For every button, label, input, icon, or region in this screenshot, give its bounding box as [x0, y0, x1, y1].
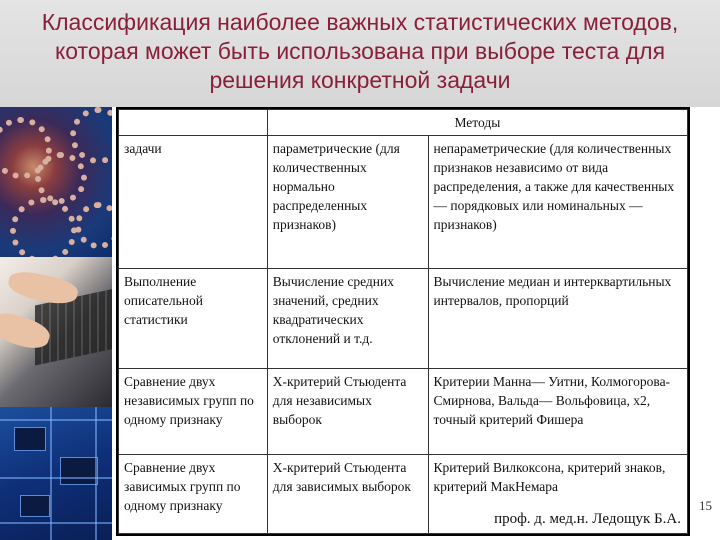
table-row-task: Выполнение описательной статистики	[119, 269, 268, 369]
decorative-image-strip	[0, 107, 112, 540]
title-line: Классификация наиболее важных статистических методов,	[41, 9, 679, 35]
methods-table	[116, 107, 690, 536]
table-row-task: задачи	[119, 136, 268, 269]
title-line: которая может быть использована при выборе теста для	[54, 38, 666, 64]
slide-header	[0, 0, 720, 107]
table-row-task: Сравнение двух независимых групп по одному признаку	[119, 369, 268, 455]
table-row-nonparametric: непараметрические (для количественных признаков независимо от вида распределения, а также для качественных — порядковых или номинальных — признаков)	[428, 136, 687, 269]
circuit-board-image	[0, 407, 112, 540]
table-row-nonparametric-cell	[428, 455, 687, 534]
author-credit: проф. д. мед.н. Ледощук Б.А.	[494, 511, 681, 527]
keyboard-hands-image	[0, 257, 112, 407]
table-row-nonparametric: Вычисление медиан и интерквартильных интервалов, пропорций	[428, 269, 687, 369]
table-row-parametric: Х-критерий Стьюдента для зависимых выборок	[267, 455, 428, 534]
table-row-nonparametric: Критерий Вилкоксона, критерий знаков, критерий МакНемара	[433, 460, 666, 494]
table-row-parametric: параметрические (для количественных нормально распределенных признаков)	[267, 136, 428, 269]
gears-image	[0, 107, 112, 257]
table-row-parametric: Х-критерий Стьюдента для независимых выборок	[267, 369, 428, 455]
slide-title	[20, 8, 700, 95]
table-row-nonparametric: Критерии Манна— Уитни, Колмогорова-Смирнова, Вальда— Вольфовица, х2, точный критерий Фишера	[428, 369, 687, 455]
table-corner-cell	[119, 110, 268, 136]
methods-header: Методы	[267, 110, 687, 136]
table-row-parametric: Вычисление средних значений, средних квадратических отклонений и т.д.	[267, 269, 428, 369]
page-number: 15	[699, 498, 712, 513]
table-row-task: Сравнение двух зависимых групп по одному признаку	[119, 455, 268, 534]
title-line: решения конкретной задачи	[209, 67, 511, 93]
